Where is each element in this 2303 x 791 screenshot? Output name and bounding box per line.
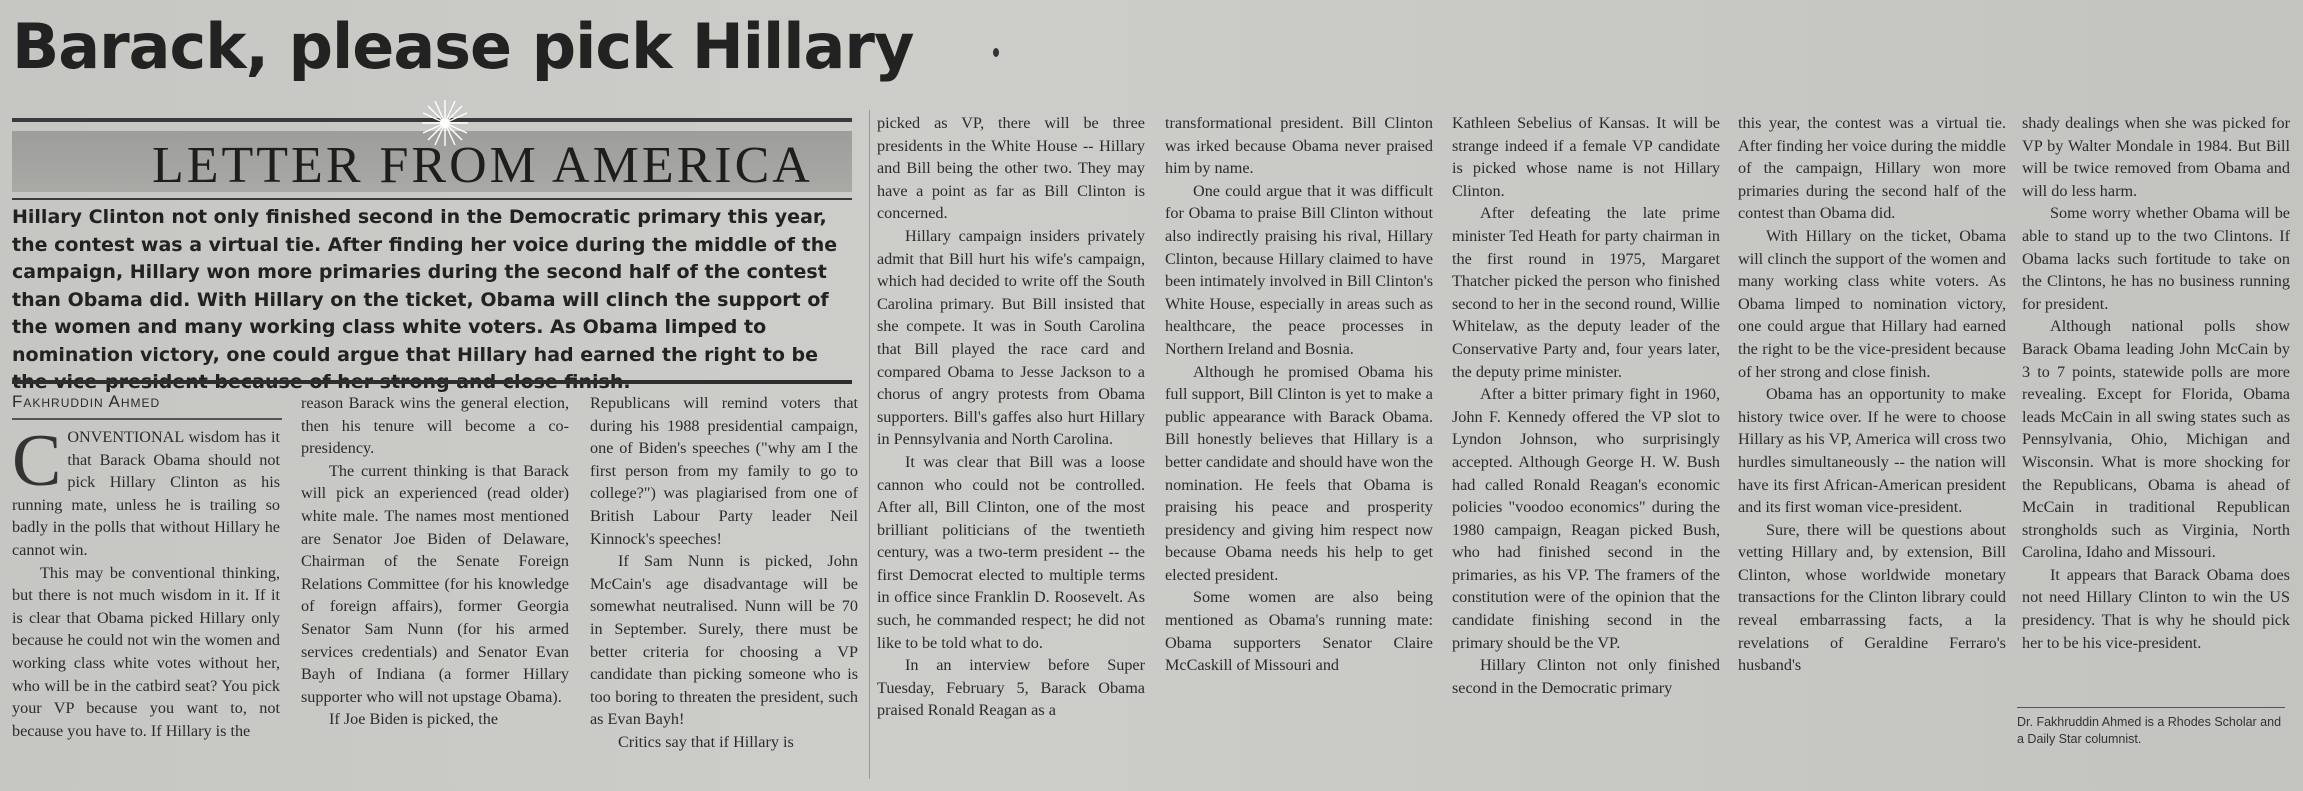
paragraph: reason Barack wins the general election, then his tenure will become a co-presidency. (301, 394, 569, 458)
paragraph: transformational president. Bill Clinton was irked because Obama never praised him by name. (1165, 114, 1433, 178)
paragraph: After defeating the late prime minister Ted Heath for party chairman in the first round in 1975, Margaret Thatcher picked the person who finished second to her in the second round, Willie Whitelaw, as the deputy leader of the Conservative Party and, four years later, the deputy prime minister. (1452, 204, 1720, 381)
paragraph: Hillary Clinton not only finished second in the Democratic primary (1452, 656, 1720, 697)
headline: Barack, please pick Hillary (12, 10, 914, 83)
article-column-5 (1165, 112, 1433, 677)
paragraph: This may be conventional thinking, but there is not much wisdom in it. If it is clear that Obama picked Hillary only because he could not win the women and working class white votes without her, who will be in the catbird seat? You pick your VP because you want to, not because you have to. If Hillary is the (12, 563, 280, 740)
paragraph: The current thinking is that Barack will pick an experienced (read older) white male. The names most mentioned are Senator Joe Biden of Delaware, Chairman of the Senate Foreign Relations Committee (for his knowledge of foreign affairs), former Georgia Senator Sam Nunn (for his armed services credentials) and Senator Evan Bayh of Indiana (a former Hillary supporter who will not upstage Obama). (301, 461, 569, 706)
article-column-1 (12, 420, 280, 742)
column-banner (12, 118, 852, 200)
paragraph: In an interview before Super Tuesday, February 5, Barack Obama praised Ronald Reagan as a (877, 656, 1145, 720)
paragraph: Kathleen Sebelius of Kansas. It will be strange indeed if a female VP candidate is picked whose name is not Hillary Clinton. (1452, 114, 1720, 200)
article-column-4 (877, 112, 1145, 722)
paragraph: this year, the contest was a virtual tie. After finding her voice during the middle of the campaign, Hillary won more primaries during the second half of the contest than Obama did. (1738, 114, 2006, 223)
paragraph: picked as VP, there will be three presidents in the White House -- Hillary and Bill being the other two. They may have a point as far as Bill Clinton is concerned. (877, 114, 1145, 223)
standfirst: Hillary Clinton not only finished second in the Democratic primary this year, the contest was a virtual tie. After finding her voice during the middle of the campaign, Hillary won more primaries during the second half of the contest than Obama did. With Hillary on the ticket, Obama will clinch the support of the women and many working class white voters. As Obama limped to nomination victory, one could argue that Hillary had earned the right to be the vice-president because of her strong and close finish. (12, 206, 838, 393)
drop-cap: C (12, 420, 62, 502)
paragraph: Some women are also being mentioned as Obama's running mate: Obama supporters Senator Claire McCaskill of Missouri and (1165, 588, 1433, 675)
byline: Fakhruddin Ahmed (12, 392, 282, 420)
standfirst-rule (12, 380, 852, 384)
paragraph: Hillary campaign insiders privately admit that Bill hurt his wife's campaign, which had decided to write off the South Carolina primary. But Bill insisted that she compete. It was in South Carolina that Bill played the race card and compared Obama to Jesse Jackson to a chorus of angry protests from Obama supporters. Bill's gaffes also hurt Hillary in Pennsylvania and North Carolina. (877, 226, 1145, 449)
paragraph (12, 420, 280, 562)
paragraph: Some worry whether Obama will be able to stand up to the two Clintons. If Obama lacks such fortitude to take on the Clintons, he has no business running for president. (2022, 204, 2290, 313)
paragraph: Sure, there will be questions about vetting Hillary and, by extension, Bill Clinton, whose worldwide monetary transactions for the Clinton library could reveal embarrassing facts, a la revelations of Geraldine Ferraro's husband's (1738, 520, 2006, 675)
article-column-2 (301, 392, 569, 731)
column-divider (869, 110, 870, 779)
banner-rule (12, 198, 852, 200)
article-column-6 (1452, 112, 1720, 699)
paragraph: Republicans will remind voters that during his 1988 presidential campaign, one of Biden's speeches ("why am I the first person from my family to go to college?") was plagiarised from one of British Labour Party leader Neil Kinnock's speeches! (590, 394, 858, 548)
paragraph: If Sam Nunn is picked, John McCain's age disadvantage will be somewhat neutralised. Nunn will be 70 in September. Surely, there must be better criteria for choosing a VP candidate than picking someone who is too boring to threaten the president, such as Evan Bayh! (590, 552, 858, 729)
ink-speck (993, 48, 999, 57)
paragraph: After a bitter primary fight in 1960, John F. Kennedy offered the VP slot to Lyndon Johnson, who surprisingly accepted. Although George H. W. Bush had called Ronald Reagan's economic policies "voodoo economics" during the 1980 campaign, Reagan picked Bush, who had finished second in the primaries, as his VP. The framers of the constitution were of the opinion that the candidate finishing second in the primary should be the VP. (1452, 385, 1720, 652)
author-credit: Dr. Fakhruddin Ahmed is a Rhodes Scholar and a Daily Star columnist. (2017, 715, 2282, 746)
paragraph: With Hillary on the ticket, Obama will clinch the support of the women and many working class white voters. As Obama limped to nomination victory, one could argue that Hillary had earned the right to be the vice-president because of her strong and close finish. (1738, 226, 2006, 381)
paragraph: Critics say that if Hillary is (618, 732, 794, 751)
paragraph: One could argue that it was difficult for Obama to praise Bill Clinton without also indirectly praising his rival, Hillary Clinton, because Hillary claimed to have been intimately involved in Bill Clinton's White House, especially in areas such as healthcare, the peace processes in Northern Ireland and Bosnia. (1165, 181, 1433, 358)
paragraph: Although national polls show Barack Obama leading John McCain by 3 to 7 points, statewide polls are more revealing. Except for Florida, Obama leads McCain in all swing states such as Pennsylvania, Ohio, Michigan and Wisconsin. What is more shocking for the Republicans, Obama is ahead of McCain in traditional Republican strongholds such as Virginia, North Carolina, Idaho and Missouri. (2022, 317, 2290, 562)
paragraph-text: ONVENTIONAL wisdom has it that Barack Obama should not pick Hillary Clinton as his running mate, unless he is trailing so badly in the polls that without Hillary he cannot win. (12, 428, 280, 559)
credit-rule (2017, 707, 2285, 708)
paragraph: It was clear that Bill was a loose cannon who could not be controlled. After all, Bill Clinton, one of the most brilliant politicians of the twentieth century, was a two-term president -- the first Democrat elected to multiple terms in office since Franklin D. Roosevelt. As such, he commanded respect; he did not like to be told what to do. (877, 452, 1145, 652)
article-column-3 (590, 392, 858, 754)
article-column-8 (2022, 112, 2290, 654)
column-title: LETTER FROM AMERICA (152, 137, 813, 194)
paragraph: If Joe Biden is picked, the (329, 710, 499, 729)
article-column-7 (1738, 112, 2006, 677)
paragraph: shady dealings when she was picked for VP by Walter Mondale in 1984. But Bill will be twice removed from Obama and will do less harm. (2022, 114, 2290, 200)
paragraph: It appears that Barack Obama does not need Hillary Clinton to win the US presidency. That is why he should pick her to be his vice-president. (2022, 565, 2290, 652)
paragraph: Obama has an opportunity to make history twice over. If he were to choose Hillary as his VP, America will cross two hurdles simultaneously -- the nation will have its first African-American president and its first woman vice-president. (1738, 385, 2006, 517)
paragraph: Although he promised Obama his full support, Bill Clinton is yet to make a public appearance with Barack Obama. Bill honestly believes that Hillary is a better candidate and should have won the nomination. He feels that Obama is praising his peace and prosperity presidency and giving him respect now because Obama needs his help to get elected president. (1165, 362, 1433, 584)
